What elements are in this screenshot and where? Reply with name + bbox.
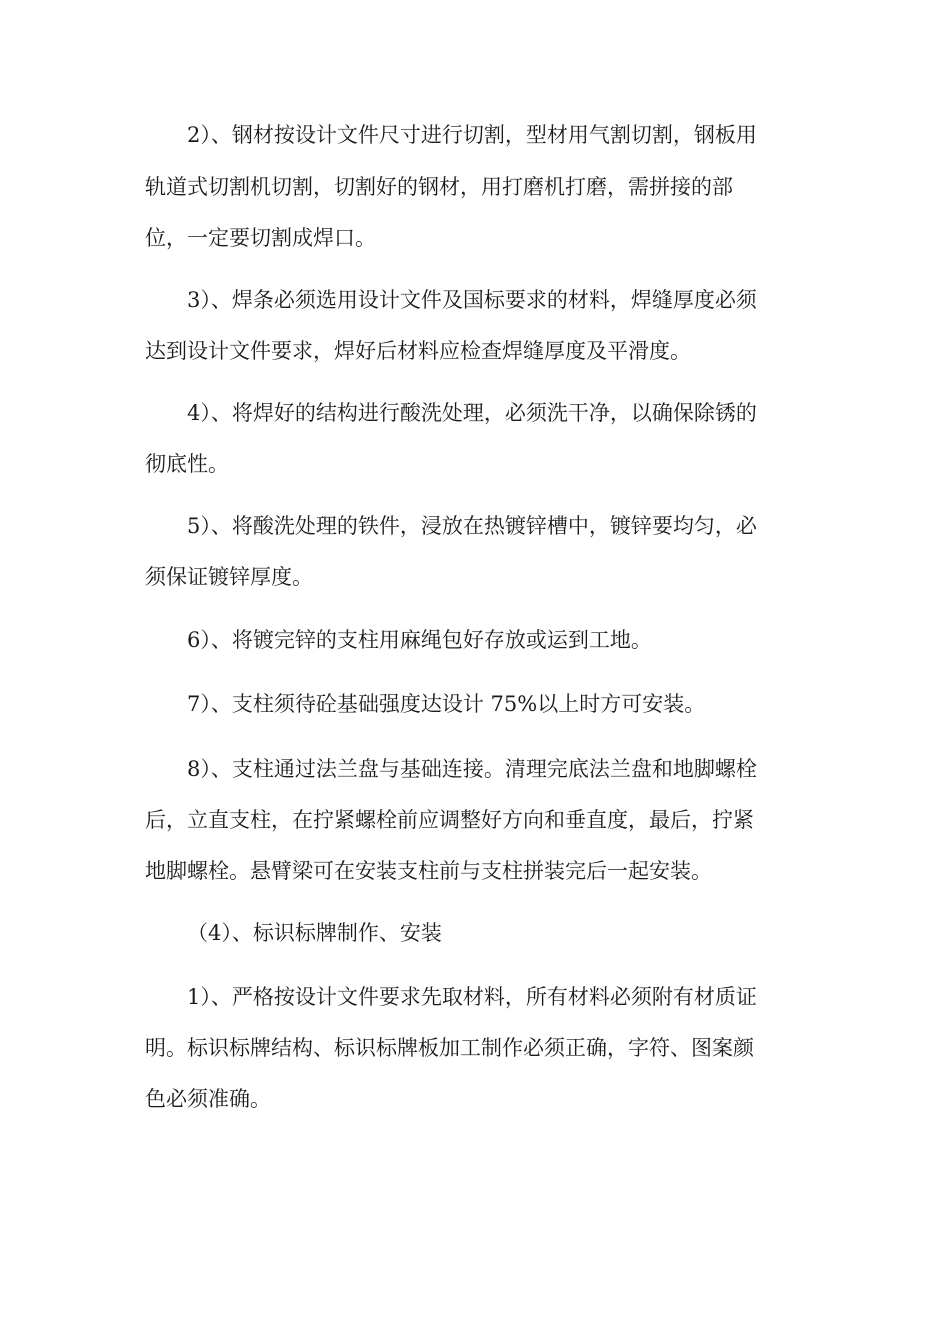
paragraph-line: 6）、将镀完锌的支柱用麻绳包好存放或运到工地。 (187, 628, 652, 652)
paragraph-line: 1）、严格按设计文件要求先取材料，所有材料必须附有材质证 (187, 985, 757, 1009)
paragraph-line: 轨道式切割机切割，切割好的钢材，用打磨机打磨，需拼接的部 (145, 175, 733, 199)
paragraph-line: 明。标识标牌结构、标识标牌板加工制作必须正确，字符、图案颜 (145, 1036, 754, 1060)
paragraph-line: 后，立直支柱，在拧紧螺栓前应调整好方向和垂直度，最后，拧紧 (145, 808, 754, 832)
paragraph-line: 位，一定要切割成焊口。 (145, 226, 376, 250)
paragraph-line: 彻底性。 (145, 452, 229, 476)
paragraph-line: 须保证镀锌厚度。 (145, 565, 313, 589)
paragraph-line: 5）、将酸洗处理的铁件，浸放在热镀锌槽中，镀锌要均匀，必 (187, 514, 757, 538)
paragraph-line: 地脚螺栓。悬臂梁可在安装支柱前与支柱拼装完后一起安装。 (145, 859, 712, 883)
paragraph-line: 8）、支柱通过法兰盘与基础连接。清理完底法兰盘和地脚螺栓 (187, 757, 757, 781)
paragraph-line: 色必须准确。 (145, 1087, 271, 1111)
paragraph-line: 7）、支柱须待砼基础强度达设计 75%以上时方可安装。 (187, 692, 706, 716)
section-heading-text: （4）、标识标牌制作、安装 (187, 921, 442, 945)
paragraph-line: 2）、钢材按设计文件尺寸进行切割，型材用气割切割，钢板用 (187, 123, 757, 147)
paragraph-line: 4）、将焊好的结构进行酸洗处理，必须洗干净，以确保除锈的 (187, 401, 757, 425)
paragraph-line: 3）、焊条必须选用设计文件及国标要求的材料，焊缝厚度必须 (187, 288, 757, 312)
paragraph-line: 达到设计文件要求，焊好后材料应检查焊缝厚度及平滑度。 (145, 339, 691, 363)
